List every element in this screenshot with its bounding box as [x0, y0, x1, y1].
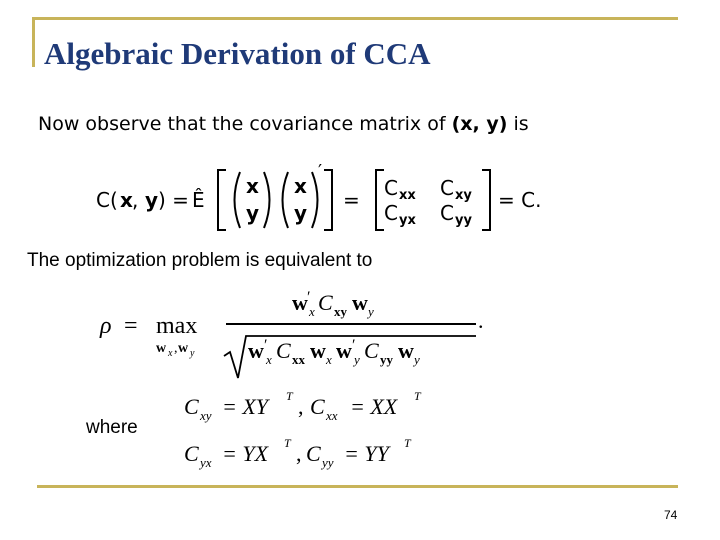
cov-expectation: Ê	[192, 188, 205, 212]
cov-vec1-y: y	[246, 201, 260, 225]
cov-eq: =	[343, 188, 360, 212]
where2-a-sub: yx	[200, 455, 212, 470]
rho-den-w1: w	[248, 338, 264, 363]
rho-den-s4: y	[414, 352, 420, 367]
rho-den-p3: ′	[352, 337, 356, 354]
rho-num-C-sub: xy	[334, 304, 347, 319]
rho-num-sub-x: x	[309, 304, 315, 319]
rho-den-s2: x	[326, 352, 332, 367]
intro-vars: (x, y)	[451, 113, 508, 135]
where1-a-sup: T	[286, 389, 293, 403]
where1-comma: ,	[298, 394, 304, 419]
rho-max-sub-w2: w	[178, 341, 189, 356]
where2-b-rhs: = YY	[344, 441, 389, 466]
where-line-2	[184, 436, 412, 470]
optimization-text: The optimization problem is equivalent to	[27, 250, 373, 271]
rho-num-w: w	[292, 290, 308, 315]
rho-symbol: ρ	[100, 313, 112, 339]
cov-lhs-C: C(	[96, 188, 118, 212]
cov-lhs-comma: ,	[132, 188, 139, 212]
rho-max-sub-y: y	[190, 348, 195, 359]
where2-b-sub: yy	[322, 455, 334, 470]
cov-vec2-x: x	[294, 174, 307, 198]
where1-b-rhs: = XX	[350, 394, 398, 419]
cov-vec2-y: y	[294, 201, 308, 225]
rho-den-s1: x	[266, 352, 272, 367]
where2-b: C	[306, 441, 321, 466]
where2-a: C	[184, 441, 199, 466]
cov-m21-sub: yx	[399, 213, 416, 228]
where-line-1	[184, 389, 422, 423]
rho-den-C2-sub: yy	[380, 352, 393, 367]
where2-b-sup: T	[404, 436, 411, 450]
rho-den-C1: C	[276, 338, 291, 363]
where1-b-sub: xx	[326, 408, 338, 423]
where2-a-rhs: = YX	[222, 441, 269, 466]
rho-den-p1: ′	[264, 337, 268, 354]
cov-lhs-close: ) =	[158, 188, 189, 212]
rho-max-sub-x: x	[168, 348, 173, 359]
cov-m22-C: C	[440, 201, 454, 225]
intro-text: Now observe that the covariance matrix of	[38, 113, 452, 135]
cov-m11-sub: xx	[399, 188, 416, 203]
cov-rhs: = C.	[498, 188, 542, 212]
rho-den-C2: C	[364, 338, 379, 363]
slide-title: Algebraic Derivation of CCA	[44, 36, 431, 71]
rho-num-sub-y: y	[368, 304, 374, 319]
where1-b: C	[310, 394, 325, 419]
cov-vec1-x: x	[246, 174, 259, 198]
where1-a-sub: xy	[200, 408, 212, 423]
rho-max-sub-comma: ,	[174, 341, 178, 356]
intro-suffix: is	[507, 113, 529, 135]
cov-transpose-prime: ′	[318, 161, 323, 182]
cov-m12-C: C	[440, 176, 454, 200]
rho-den-w4: w	[398, 338, 414, 363]
rho-num-w2: w	[352, 290, 368, 315]
cov-lhs-x: x	[120, 188, 133, 212]
rho-period: .	[478, 308, 484, 333]
cov-m12-sub: xy	[455, 188, 472, 203]
cov-m11-C: C	[384, 176, 398, 200]
cov-lhs-y: y	[145, 188, 159, 212]
where2-a-sup: T	[284, 436, 291, 450]
where1-a: C	[184, 394, 199, 419]
rho-den-w3: w	[336, 338, 352, 363]
cov-m22-sub: yy	[455, 213, 472, 228]
rho-num-prime: ′	[307, 289, 311, 306]
rho-max: max	[156, 313, 198, 339]
where1-a-rhs: = XY	[222, 394, 269, 419]
rho-den-s3: y	[354, 352, 360, 367]
rho-max-sub-w: w	[156, 341, 167, 356]
where-text: where	[86, 417, 138, 438]
rho-eq: =	[124, 313, 138, 339]
rho-num-C: C	[318, 290, 333, 315]
rho-den-C1-sub: xx	[292, 352, 305, 367]
where2-comma: ,	[296, 441, 302, 466]
page-number: 74	[664, 508, 678, 522]
where1-b-sup: T	[414, 389, 421, 403]
cov-m21-C: C	[384, 201, 398, 225]
rho-den-w2: w	[310, 338, 326, 363]
